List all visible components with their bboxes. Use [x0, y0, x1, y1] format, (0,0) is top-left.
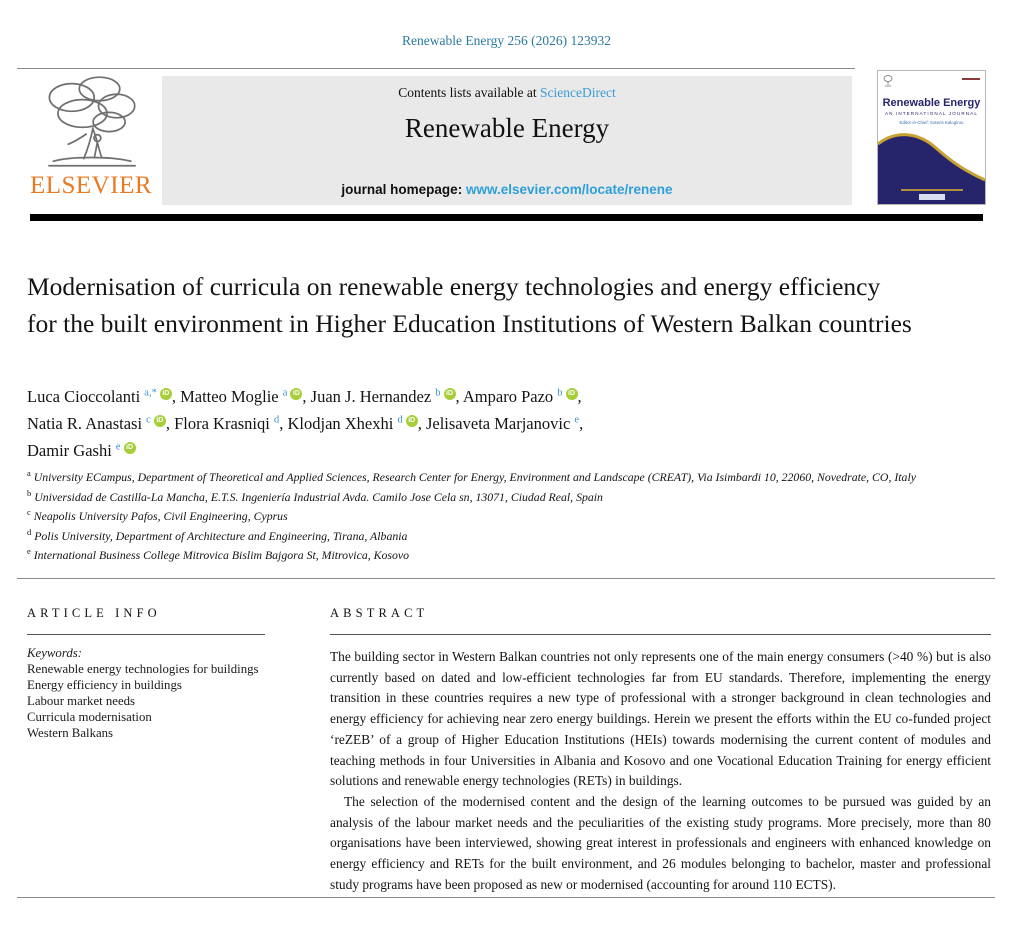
- author: Damir Gashi $^e$ iD: [27, 441, 136, 460]
- abstract-paragraph: The building sector in Western Balkan countries not only represents one of the main energy consumers (>40 %) but is also currently based on dated and low-efficient technologies far from EU standards. Therefore, implementing the energy transition in these countries requires a new type of professional with a stronger background in clean technologies and energy efficiency for achieving near zero energy buildings. Herein we present the efforts within the EU co-funded project ‘reZEB’ of a group of Higher Education Institutions (HEIs) towards modernising the current content of modules and teaching methods in four Universities in Albania and Kosovo and one Vocational Education Training for energy efficient solutions and renewable energy technologies (RETs) in buildings.: [330, 649, 991, 789]
- affiliation-text: Neapolis University Pafos, Civil Engineering, Cyprus: [33, 508, 288, 523]
- keyword: Western Balkans: [27, 726, 114, 740]
- affiliation-label: a: [27, 468, 31, 478]
- abstract-column: [330, 606, 991, 895]
- homepage-prefix: journal homepage:: [341, 182, 463, 197]
- orcid-icon[interactable]: iD: [154, 415, 166, 427]
- elsevier-tree-icon: [37, 74, 145, 170]
- author: Jelisaveta Marjanovic $^e$,: [425, 413, 584, 433]
- homepage-link[interactable]: www.elsevier.com/locate/renene: [465, 182, 673, 197]
- abstract-rule: [330, 634, 991, 635]
- affiliation-item: [27, 525, 979, 545]
- cover-journal-title: Renewable Energy: [882, 97, 981, 109]
- header-black-bar: [30, 214, 983, 221]
- elsevier-logo[interactable]: [27, 74, 155, 205]
- contents-line: [162, 85, 852, 101]
- orcid-icon[interactable]: iD: [566, 388, 578, 400]
- journal-title: Renewable Energy: [404, 113, 610, 143]
- affiliation-text: Universidad de Castilla-La Mancha, E.T.S. Ingeniería Industrial Avda. Camilo Jose Cela sn, 13071, Ciudad Real, Spain: [34, 489, 603, 504]
- footer-divider: [17, 897, 995, 898]
- orcid-icon[interactable]: iD: [124, 442, 136, 454]
- keywords-label: Keywords:: [27, 646, 82, 660]
- elsevier-wordmark: ELSEVIER: [29, 172, 153, 199]
- affiliation-text: University ECampus, Department of Theoretical and Applied Sciences, Research Center for Energy, Environment and Landscape (CREAT), Via Isimbardi 10, 22060, Novedrate, CO, Italy: [33, 469, 916, 484]
- affiliation-text: Polis University, Department of Architecture and Engineering, Tirana, Albania: [34, 528, 408, 543]
- author: Klodjan Xhexhi $^d$ iD ,: [287, 413, 426, 433]
- keyword: Labour market needs: [27, 694, 136, 708]
- affiliation-label: d: [27, 526, 32, 537]
- affiliation-label: c: [27, 507, 31, 518]
- author: Matteo Moglie $^a$ iD ,: [180, 386, 311, 406]
- cover-journal-subtitle: AN INTERNATIONAL JOURNAL: [884, 111, 979, 116]
- author: Juan J. Hernandez $^b$ iD ,: [310, 386, 463, 406]
- author: Flora Krasniqi $^d$,: [174, 413, 288, 433]
- article-info-column: [27, 606, 265, 741]
- affiliation-list: [27, 466, 979, 564]
- homepage-line: [162, 182, 852, 197]
- author-list: [27, 381, 857, 462]
- affiliation-label: e: [27, 546, 31, 557]
- orcid-icon[interactable]: iD: [290, 388, 302, 400]
- orcid-icon[interactable]: iD: [406, 415, 418, 427]
- journal-cover-thumbnail[interactable]: [877, 70, 986, 205]
- keyword: Curricula modernisation: [27, 710, 152, 724]
- contents-prefix: Contents lists available at: [398, 85, 537, 100]
- cover-sciencedirect-box: [919, 194, 945, 200]
- article-info-heading: ARTICLE INFO: [27, 606, 161, 620]
- author: Luca Cioccolanti $^{a,*}$ iD ,: [27, 386, 181, 406]
- author: Natia R. Anastasi $^c$ iD ,: [27, 413, 175, 433]
- section-divider: [17, 578, 995, 579]
- affiliation-text: International Business College Mitrovica Bislim Bajgora St, Mitrovica, Kosovo: [33, 547, 410, 562]
- affiliation-item: [27, 505, 979, 525]
- keyword: Renewable energy technologies for buildings: [27, 662, 259, 676]
- abstract-paragraph: The selection of the modernised content and the design of the learning outcomes to be pursued was guided by an analysis of the labour market needs and the peculiarities of the existing study programs. More precisely, more than 80 organisations have been interviewed, showing great interest in professionals and engineers with enhanced knowledge on energy efficiency and RETs for the built environment, and 26 modules belonging to bachelor, master and professional study programs have been proposed as new or modernised (accounting for around 110 ECTS).: [330, 793, 991, 892]
- cover-editor-line: Editor-in-Chief: Soteris Kalogirou: [899, 120, 964, 125]
- orcid-icon[interactable]: iD: [160, 388, 172, 400]
- cover-issn-mark: [962, 78, 980, 80]
- orcid-icon[interactable]: iD: [444, 388, 456, 400]
- abstract-heading: ABSTRACT: [330, 606, 429, 620]
- affiliation-label: b: [27, 487, 32, 498]
- article-title: Modernisation of curricula on renewable energy technologies and energy efficiency for the built environment in Higher Education Institutions of Western Balkan countries: [27, 272, 912, 338]
- cover-footer-gold-text: [901, 189, 963, 191]
- abstract-body: [330, 647, 991, 895]
- journal-banner: [162, 76, 852, 205]
- keyword: Energy efficiency in buildings: [27, 678, 182, 692]
- journal-citation: Renewable Energy 256 (2026) 123932: [402, 33, 611, 48]
- header-top-divider: [17, 68, 855, 69]
- affiliation-item: [27, 544, 979, 564]
- cover-wave-graphic: [878, 130, 985, 204]
- affiliation-item: [27, 466, 979, 486]
- sciencedirect-link[interactable]: ScienceDirect: [540, 85, 616, 100]
- article-info-rule: [27, 634, 265, 635]
- author: Amparo Pazo $^b$ iD ,: [462, 386, 582, 406]
- cover-mini-tree-icon: [883, 75, 893, 87]
- affiliation-item: [27, 486, 979, 506]
